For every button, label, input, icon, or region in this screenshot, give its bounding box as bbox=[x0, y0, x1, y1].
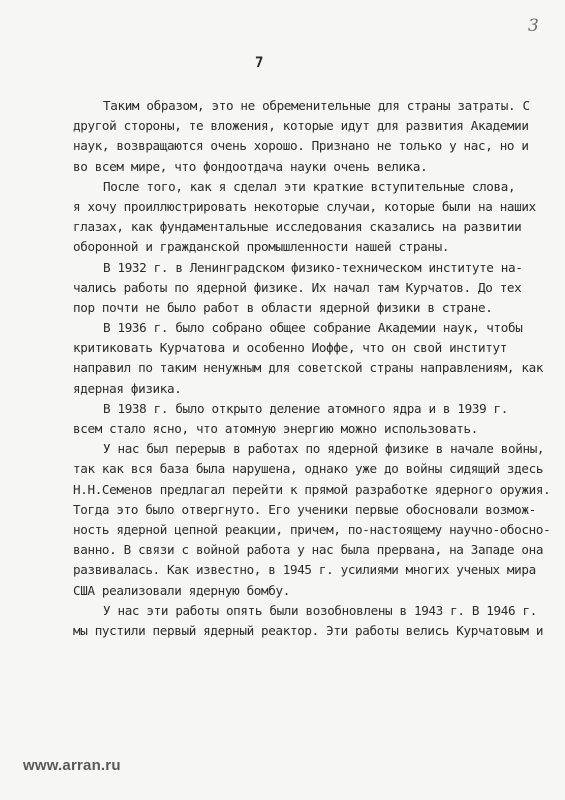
typewritten-body bbox=[73, 96, 551, 641]
text-line: пор почти не было работ в области ядерной физики в стране. bbox=[73, 299, 493, 315]
text-line: ванно. В связи с войной работа у нас была прервана, на Западе она bbox=[73, 542, 544, 558]
text-line: США реализовали ядерную бомбу. bbox=[73, 582, 290, 598]
text-line: так как вся база была нарушена, однако уже до войны сидящий здесь bbox=[73, 461, 544, 477]
page-number: 7 bbox=[255, 55, 264, 71]
text-line: ядерная физика. bbox=[73, 380, 182, 396]
text-line: всем стало ясно, что атомную энергию можно использовать. bbox=[73, 421, 478, 436]
text-line: В 1932 г. в Ленинградском физико-техническом институте на- bbox=[103, 259, 523, 275]
text-line: развивалась. Как известно, в 1945 г. усилиями многих ученых мира bbox=[73, 562, 536, 578]
text-line: критиковать Курчатова и особенно Иоффе, что он свой институт bbox=[73, 340, 507, 356]
text-line: я хочу проиллюстрировать некоторые случаи, которые были на наших bbox=[73, 198, 536, 214]
text-line: У нас был перерыв в работах по ядерной физике в начале войны, bbox=[103, 441, 545, 457]
text-line: В 1936 г. было собрано общее собрание Академии наук, чтобы bbox=[103, 320, 523, 336]
handwritten-sheet-number: 3 bbox=[528, 16, 539, 36]
text-line: Таким образом, это не обременительные для страны затраты. С bbox=[103, 98, 530, 113]
text-line: наук, возвращаются очень хорошо. Признано не только у нас, но и bbox=[73, 138, 529, 154]
text-line: Н.Н.Семенов предлагал перейти к прямой разработке ядерного оружия. bbox=[73, 481, 551, 497]
text-line: оборонной и гражданской промышленности нашей страны. bbox=[73, 239, 450, 255]
text-line: направил по таким ненужным для советской страны направлениям, как bbox=[73, 360, 544, 376]
text-line: ность ядерной цепной реакции, причем, по-настоящему научно-обосно- bbox=[73, 521, 551, 537]
text-line: мы пустили первый ядерный реактор. Эти работы велись Курчатовым и bbox=[73, 622, 544, 638]
text-line: глазах, как фундаментальные исследования сказались на развитии bbox=[73, 219, 522, 235]
text-line: другой стороны, те вложения, которые идут для развития Академии bbox=[73, 118, 529, 134]
watermark-url: www.arran.ru bbox=[23, 757, 121, 774]
text-line: В 1938 г. было открыто деление атомного ядра и в 1939 г. bbox=[103, 400, 508, 416]
text-line: чались работы по ядерной физике. Их начал там Курчатов. До тех bbox=[73, 279, 522, 295]
text-line: У нас эти работы опять были возобновлены в 1943 г. В 1946 г. bbox=[103, 602, 537, 618]
text-line: во всем мире, что фондоотдача науки очень велика. bbox=[73, 158, 428, 174]
text-line: Тогда это было отвергнуто. Его ученики первые обосновали возмож- bbox=[73, 501, 536, 517]
text-line: После того, как я сделал эти краткие вступительные слова, bbox=[103, 178, 516, 194]
